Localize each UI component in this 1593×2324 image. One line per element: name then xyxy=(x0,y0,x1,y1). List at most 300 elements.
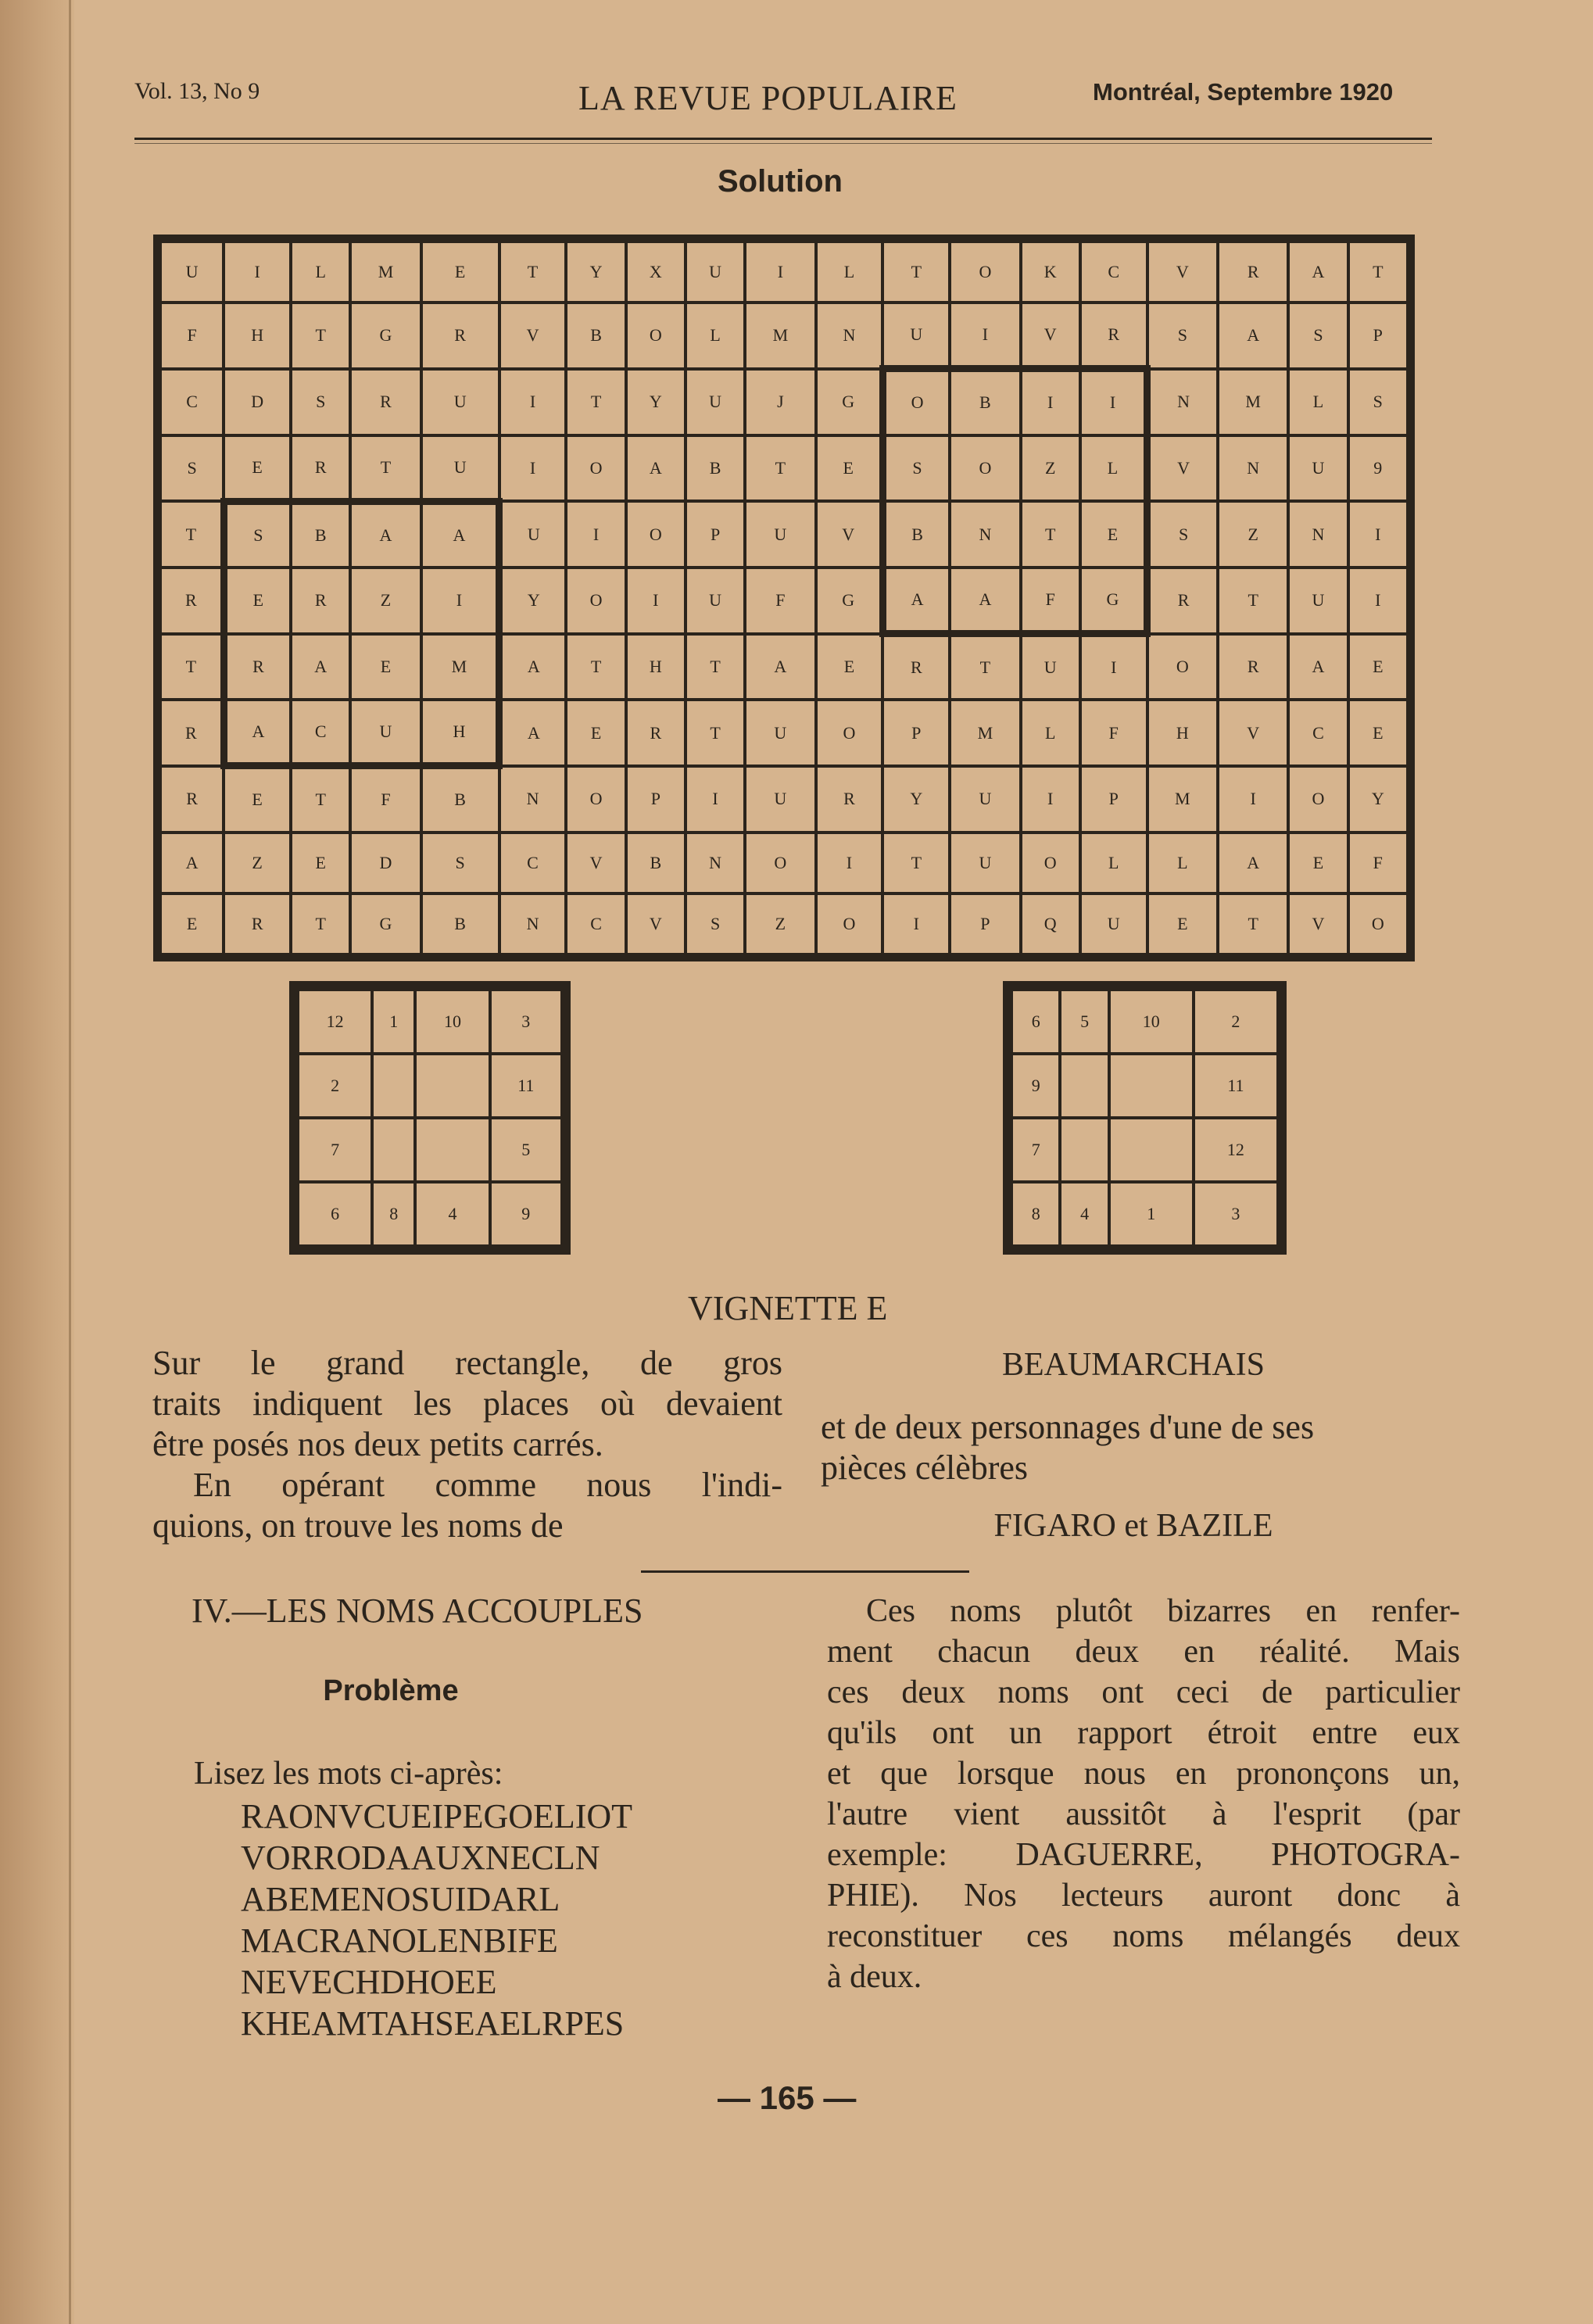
big-grid-cell: S xyxy=(1147,501,1218,568)
big-grid-cell: A xyxy=(160,833,224,893)
big-grid-cell: L xyxy=(1080,833,1147,893)
big-grid-row xyxy=(160,369,1408,435)
big-grid-cell: F xyxy=(1021,568,1080,634)
big-grid-row xyxy=(160,568,1408,634)
big-grid-cell: Q xyxy=(1021,893,1080,954)
big-grid-cell: T xyxy=(1218,568,1288,634)
big-grid-cell: T xyxy=(566,634,625,700)
square-left-cell: 12 xyxy=(298,990,372,1054)
big-grid-cell: V xyxy=(1288,893,1348,954)
big-grid-cell: C xyxy=(1288,700,1348,766)
page-gutter-shadow xyxy=(0,0,74,2324)
scrambled-word: ABEMENOSUIDARL xyxy=(241,1880,560,1918)
big-grid-cell: M xyxy=(421,634,499,700)
square-left-cell: 6 xyxy=(298,1182,372,1246)
big-grid-cell: E xyxy=(224,766,291,833)
square-right-cell: 1 xyxy=(1109,1182,1194,1246)
big-grid-cell: I xyxy=(1080,369,1147,435)
big-grid-cell: A xyxy=(499,634,567,700)
big-grid-cell: N xyxy=(686,833,745,893)
square-right-cell: 7 xyxy=(1011,1118,1060,1182)
square-right-cell xyxy=(1060,1054,1108,1118)
text-line: reconstituer ces noms mélangés deux xyxy=(827,1918,1460,1954)
big-grid-cell: U xyxy=(421,435,499,502)
square-left-row xyxy=(298,1054,562,1118)
big-grid-cell: U xyxy=(1080,893,1147,954)
big-grid-cell: K xyxy=(1021,242,1080,303)
big-grid-cell: O xyxy=(745,833,815,893)
volume-label: Vol. 13, No 9 xyxy=(134,78,260,104)
solution-title: Solution xyxy=(718,164,843,199)
big-grid-cell: T xyxy=(1218,893,1288,954)
text-line: En opérant comme nous l'indi- xyxy=(193,1466,782,1504)
big-grid-cell: B xyxy=(950,369,1020,435)
big-grid-cell: O xyxy=(566,435,625,502)
problem-intro: Lisez les mots ci-après: xyxy=(194,1756,503,1792)
square-right-cell: 2 xyxy=(1194,990,1278,1054)
big-grid-cell: M xyxy=(745,303,815,369)
big-grid-cell: S xyxy=(224,501,291,568)
big-grid-cell: U xyxy=(421,369,499,435)
square-right-cell: 6 xyxy=(1011,990,1060,1054)
square-left-cell: 1 xyxy=(372,990,415,1054)
square-left-cell: 10 xyxy=(415,990,489,1054)
big-grid-cell: E xyxy=(566,700,625,766)
big-grid-cell: R xyxy=(160,568,224,634)
big-grid-cell: M xyxy=(950,700,1020,766)
big-grid-cell: T xyxy=(882,833,950,893)
big-grid-cell: C xyxy=(566,893,625,954)
big-grid-cell: T xyxy=(350,435,421,502)
big-grid-cell: Z xyxy=(745,893,815,954)
square-right-cell: 10 xyxy=(1109,990,1194,1054)
big-grid-cell: L xyxy=(816,242,883,303)
big-grid-cell: A xyxy=(882,568,950,634)
square-right-row xyxy=(1011,990,1278,1054)
big-grid-cell: T xyxy=(160,501,224,568)
big-grid-cell: A xyxy=(350,501,421,568)
scrambled-word: MACRANOLENBIFE xyxy=(241,1921,558,1960)
big-grid-cell: Y xyxy=(626,369,686,435)
scrambled-word: RAONVCUEIPEGOELIOT xyxy=(241,1797,633,1835)
big-grid-cell: E xyxy=(1080,501,1147,568)
big-grid-cell: A xyxy=(950,568,1020,634)
square-left-cell: 4 xyxy=(415,1182,489,1246)
big-grid-cell: Z xyxy=(1218,501,1288,568)
square-left-cell xyxy=(372,1054,415,1118)
big-grid-cell: 9 xyxy=(1348,435,1408,502)
big-grid-cell: F xyxy=(745,568,815,634)
big-grid-cell: A xyxy=(1218,303,1288,369)
big-grid-row xyxy=(160,833,1408,893)
square-left-cell: 7 xyxy=(298,1118,372,1182)
big-grid-cell: T xyxy=(291,303,350,369)
big-grid-cell: G xyxy=(350,893,421,954)
big-grid-cell: I xyxy=(626,568,686,634)
big-grid-cell: U xyxy=(686,369,745,435)
big-grid-cell: Y xyxy=(1348,766,1408,833)
big-grid-cell: V xyxy=(1147,242,1218,303)
big-grid-cell: O xyxy=(566,568,625,634)
big-grid-cell: Y xyxy=(499,568,567,634)
big-grid-cell: G xyxy=(1080,568,1147,634)
small-square-right xyxy=(1003,981,1287,1255)
big-grid-row xyxy=(160,893,1408,954)
text-line: qu'ils ont un rapport étroit entre eux xyxy=(827,1715,1460,1751)
big-grid-cell: C xyxy=(499,833,567,893)
square-right-cell: 8 xyxy=(1011,1182,1060,1246)
big-grid-cell: E xyxy=(291,833,350,893)
big-grid-cell: U xyxy=(1288,568,1348,634)
big-grid-cell: B xyxy=(421,893,499,954)
big-grid-cell: G xyxy=(816,369,883,435)
big-grid-cell: E xyxy=(1348,634,1408,700)
big-grid-cell: E xyxy=(816,435,883,502)
big-grid-cell: A xyxy=(291,634,350,700)
big-grid-cell: O xyxy=(1147,634,1218,700)
big-grid-cell: M xyxy=(1147,766,1218,833)
problem-subheading: Problème xyxy=(323,1674,459,1707)
section-heading: IV.—LES NOMS ACCOUPLES xyxy=(192,1592,643,1630)
big-grid-cell: E xyxy=(816,634,883,700)
text-line: à deux. xyxy=(827,1959,922,1995)
big-grid-cell: G xyxy=(350,303,421,369)
square-left-cell xyxy=(372,1118,415,1182)
square-right-cell: 4 xyxy=(1060,1182,1108,1246)
big-grid-cell: U xyxy=(686,568,745,634)
big-grid-cell: N xyxy=(499,766,567,833)
big-grid-cell: L xyxy=(1288,369,1348,435)
big-grid-cell: A xyxy=(499,700,567,766)
big-grid-cell: I xyxy=(882,893,950,954)
big-grid-cell: U xyxy=(1288,435,1348,502)
big-grid-cell: O xyxy=(950,242,1020,303)
text-line: être posés nos deux petits carrés. xyxy=(152,1425,603,1463)
big-grid-cell: V xyxy=(816,501,883,568)
big-grid-cell: P xyxy=(626,766,686,833)
text-line: quions, on trouve les noms de xyxy=(152,1506,564,1545)
big-grid-cell: E xyxy=(224,435,291,502)
big-grid-cell: E xyxy=(1288,833,1348,893)
big-grid-cell: O xyxy=(566,766,625,833)
big-grid-cell: N xyxy=(950,501,1020,568)
big-grid-cell: F xyxy=(1348,833,1408,893)
big-grid-cell: N xyxy=(1147,369,1218,435)
big-grid-cell: I xyxy=(421,568,499,634)
text-line: ment chacun deux en réalité. Mais xyxy=(827,1634,1460,1670)
square-right-cell: 11 xyxy=(1194,1054,1278,1118)
square-right-row xyxy=(1011,1054,1278,1118)
square-right-cell xyxy=(1109,1118,1194,1182)
big-grid-cell: S xyxy=(421,833,499,893)
big-grid-cell: T xyxy=(160,634,224,700)
big-grid-cell: O xyxy=(1021,833,1080,893)
page-number: — 165 — xyxy=(718,2079,857,2116)
big-grid-cell: I xyxy=(1021,369,1080,435)
square-left-cell: 9 xyxy=(490,1182,562,1246)
big-grid-cell: L xyxy=(1021,700,1080,766)
big-grid-cell: R xyxy=(224,634,291,700)
big-grid-cell: S xyxy=(1288,303,1348,369)
big-grid-cell: B xyxy=(626,833,686,893)
big-grid-cell: N xyxy=(816,303,883,369)
big-grid-cell: N xyxy=(499,893,567,954)
publication-title: LA REVUE POPULAIRE xyxy=(578,79,958,117)
text-line: exemple: DAGUERRE, PHOTOGRA- xyxy=(827,1837,1460,1873)
big-grid-cell: R xyxy=(816,766,883,833)
big-grid-cell: Y xyxy=(882,766,950,833)
big-grid-cell: U xyxy=(745,766,815,833)
big-grid-cell: R xyxy=(1218,634,1288,700)
big-grid-cell: A xyxy=(1288,634,1348,700)
text-line: et de deux personnages d'une de ses xyxy=(821,1408,1315,1446)
big-grid-cell: R xyxy=(291,568,350,634)
big-grid-cell: U xyxy=(686,242,745,303)
big-grid-cell: D xyxy=(350,833,421,893)
big-grid-cell: O xyxy=(626,501,686,568)
big-grid-cell: R xyxy=(1080,303,1147,369)
square-left-row xyxy=(298,990,562,1054)
big-grid-cell: R xyxy=(1147,568,1218,634)
square-left-cell: 8 xyxy=(372,1182,415,1246)
answer-paragraph xyxy=(821,1407,1454,1488)
section-divider xyxy=(641,1570,969,1573)
big-grid-cell: C xyxy=(291,700,350,766)
big-grid-cell: M xyxy=(350,242,421,303)
big-grid-cell: U xyxy=(745,501,815,568)
big-grid-row xyxy=(160,501,1408,568)
big-grid-row xyxy=(160,303,1408,369)
explanation-paragraph xyxy=(152,1343,782,1546)
big-grid-cell: S xyxy=(291,369,350,435)
big-grid-cell: C xyxy=(1080,242,1147,303)
big-grid-cell: T xyxy=(686,700,745,766)
big-grid-cell: V xyxy=(499,303,567,369)
problem-description xyxy=(827,1591,1460,1997)
big-grid-cell: P xyxy=(686,501,745,568)
text-line: Ces noms plutôt bizarres en renfer- xyxy=(866,1593,1460,1629)
text-line: l'autre vient aussitôt à l'esprit (par xyxy=(827,1796,1460,1832)
square-right-row xyxy=(1011,1118,1278,1182)
big-grid-row xyxy=(160,242,1408,303)
big-grid-cell: O xyxy=(950,435,1020,502)
big-grid-cell: I xyxy=(1348,501,1408,568)
big-grid-cell: L xyxy=(1147,833,1218,893)
big-grid-cell: I xyxy=(1021,766,1080,833)
big-grid-cell: E xyxy=(1348,700,1408,766)
big-grid-cell: I xyxy=(950,303,1020,369)
big-grid-cell: T xyxy=(291,766,350,833)
square-right-cell: 12 xyxy=(1194,1118,1278,1182)
big-grid-cell: R xyxy=(1218,242,1288,303)
big-grid-cell: I xyxy=(745,242,815,303)
big-grid-cell: Z xyxy=(1021,435,1080,502)
big-grid-cell: B xyxy=(566,303,625,369)
big-grid-cell: T xyxy=(1348,242,1408,303)
square-right-cell: 3 xyxy=(1194,1182,1278,1246)
text-line: et que lorsque nous en prononçons un, xyxy=(827,1756,1460,1792)
big-grid-cell: B xyxy=(882,501,950,568)
text-line: ces deux noms ont ceci de particulier xyxy=(827,1674,1460,1710)
square-left-cell: 3 xyxy=(490,990,562,1054)
big-grid-cell: I xyxy=(224,242,291,303)
big-grid-cell: I xyxy=(1218,766,1288,833)
square-left-cell: 2 xyxy=(298,1054,372,1118)
big-grid-cell: V xyxy=(566,833,625,893)
big-grid-cell: I xyxy=(566,501,625,568)
vignette-label: VIGNETTE E xyxy=(688,1289,888,1327)
big-grid-cell: H xyxy=(421,700,499,766)
big-grid-cell: S xyxy=(882,435,950,502)
big-grid-cell: U xyxy=(350,700,421,766)
big-grid-cell: R xyxy=(291,435,350,502)
big-grid-cell: B xyxy=(686,435,745,502)
big-grid-row xyxy=(160,766,1408,833)
big-grid-cell: E xyxy=(421,242,499,303)
big-grid-cell: F xyxy=(350,766,421,833)
big-grid-cell: U xyxy=(950,766,1020,833)
big-grid-cell: U xyxy=(499,501,567,568)
big-grid-cell: O xyxy=(1288,766,1348,833)
big-grid-cell: R xyxy=(421,303,499,369)
big-grid-cell: L xyxy=(1080,435,1147,502)
big-grid-cell: E xyxy=(224,568,291,634)
issue-date: Montréal, Septembre 1920 xyxy=(1093,78,1394,106)
big-grid-cell: H xyxy=(224,303,291,369)
big-grid-cell: X xyxy=(626,242,686,303)
square-right-cell xyxy=(1060,1118,1108,1182)
square-left-row xyxy=(298,1118,562,1182)
answer-name-beaumarchais: BEAUMARCHAIS xyxy=(1001,1347,1265,1383)
big-grid-cell: U xyxy=(882,303,950,369)
square-left-cell xyxy=(415,1118,489,1182)
big-grid-cell: M xyxy=(1218,369,1288,435)
big-grid-cell: U xyxy=(1021,634,1080,700)
header-rule-thin xyxy=(134,143,1432,144)
big-grid-cell: A xyxy=(421,501,499,568)
scrambled-word: KHEAMTAHSEAELRPES xyxy=(241,2004,625,2043)
big-grid-cell: U xyxy=(950,833,1020,893)
big-grid-cell: O xyxy=(1348,893,1408,954)
big-grid-cell: U xyxy=(745,700,815,766)
big-grid-cell: U xyxy=(160,242,224,303)
big-grid-cell: R xyxy=(160,700,224,766)
big-grid-cell: N xyxy=(1288,501,1348,568)
big-grid-cell: V xyxy=(626,893,686,954)
big-grid-cell: O xyxy=(816,700,883,766)
big-grid-cell: B xyxy=(421,766,499,833)
big-grid-cell: H xyxy=(626,634,686,700)
big-grid-cell: P xyxy=(882,700,950,766)
big-grid-cell: T xyxy=(291,893,350,954)
header-rule xyxy=(134,138,1432,140)
big-grid-cell: V xyxy=(1218,700,1288,766)
answer-name-figaro-bazile: FIGARO et BAZILE xyxy=(993,1508,1273,1544)
big-grid-cell: O xyxy=(882,369,950,435)
square-left-cell: 11 xyxy=(490,1054,562,1118)
letter-grid xyxy=(153,235,1415,961)
big-grid-cell: S xyxy=(1348,369,1408,435)
big-grid-cell: T xyxy=(882,242,950,303)
square-left-row xyxy=(298,1182,562,1246)
big-grid-cell: Z xyxy=(350,568,421,634)
square-right-row xyxy=(1011,1182,1278,1246)
big-grid-cell: A xyxy=(745,634,815,700)
text-line: pièces célèbres xyxy=(821,1448,1029,1487)
big-grid-cell: V xyxy=(1021,303,1080,369)
big-grid-cell: A xyxy=(1288,242,1348,303)
big-grid-cell: D xyxy=(224,369,291,435)
big-grid-cell: I xyxy=(499,369,567,435)
big-grid-cell: T xyxy=(566,369,625,435)
big-grid-cell: R xyxy=(160,766,224,833)
big-grid-row xyxy=(160,700,1408,766)
big-grid-cell: F xyxy=(1080,700,1147,766)
big-grid-cell: T xyxy=(1021,501,1080,568)
big-grid-cell: P xyxy=(950,893,1020,954)
binding-edge xyxy=(69,0,71,2324)
big-grid-cell: I xyxy=(1080,634,1147,700)
big-grid-cell: E xyxy=(350,634,421,700)
big-grid-cell: S xyxy=(1147,303,1218,369)
scrambled-word: VORRODAAUXNECLN xyxy=(241,1839,600,1877)
big-grid-cell: Y xyxy=(566,242,625,303)
big-grid-cell: T xyxy=(686,634,745,700)
big-grid-cell: Z xyxy=(224,833,291,893)
big-grid-cell: J xyxy=(745,369,815,435)
big-grid-cell: E xyxy=(160,893,224,954)
big-grid-cell: S xyxy=(686,893,745,954)
big-grid-cell: V xyxy=(1147,435,1218,502)
big-grid-cell: O xyxy=(816,893,883,954)
big-grid-cell: T xyxy=(499,242,567,303)
big-grid-cell: T xyxy=(950,634,1020,700)
text-line: traits indiquent les places où devaient xyxy=(152,1384,782,1423)
small-square-left xyxy=(289,981,571,1255)
big-grid-cell: R xyxy=(626,700,686,766)
square-right-cell: 5 xyxy=(1060,990,1108,1054)
text-line: PHIE). Nos lecteurs auront donc à xyxy=(827,1878,1460,1914)
big-grid-cell: I xyxy=(499,435,567,502)
text-line: Sur le grand rectangle, de gros xyxy=(152,1344,782,1382)
big-grid-cell: N xyxy=(1218,435,1288,502)
big-grid-cell: L xyxy=(686,303,745,369)
big-grid-cell: F xyxy=(160,303,224,369)
big-grid-cell: P xyxy=(1348,303,1408,369)
big-grid-cell: I xyxy=(686,766,745,833)
big-grid-cell: C xyxy=(160,369,224,435)
big-grid-cell: L xyxy=(291,242,350,303)
big-grid-row xyxy=(160,634,1408,700)
square-right-cell: 9 xyxy=(1011,1054,1060,1118)
big-grid-cell: R xyxy=(882,634,950,700)
big-grid-cell: P xyxy=(1080,766,1147,833)
big-grid-cell: A xyxy=(224,700,291,766)
big-grid-cell: B xyxy=(291,501,350,568)
big-grid-cell: A xyxy=(626,435,686,502)
big-grid-cell: O xyxy=(626,303,686,369)
big-grid-cell: R xyxy=(224,893,291,954)
square-left-cell: 5 xyxy=(490,1118,562,1182)
big-grid-row xyxy=(160,435,1408,502)
big-grid-cell: I xyxy=(1348,568,1408,634)
big-grid-cell: H xyxy=(1147,700,1218,766)
big-grid-cell: R xyxy=(350,369,421,435)
big-grid-cell: G xyxy=(816,568,883,634)
big-grid-cell: S xyxy=(160,435,224,502)
big-grid-cell: I xyxy=(816,833,883,893)
scrambled-word: NEVECHDHOEE xyxy=(241,1963,497,2001)
